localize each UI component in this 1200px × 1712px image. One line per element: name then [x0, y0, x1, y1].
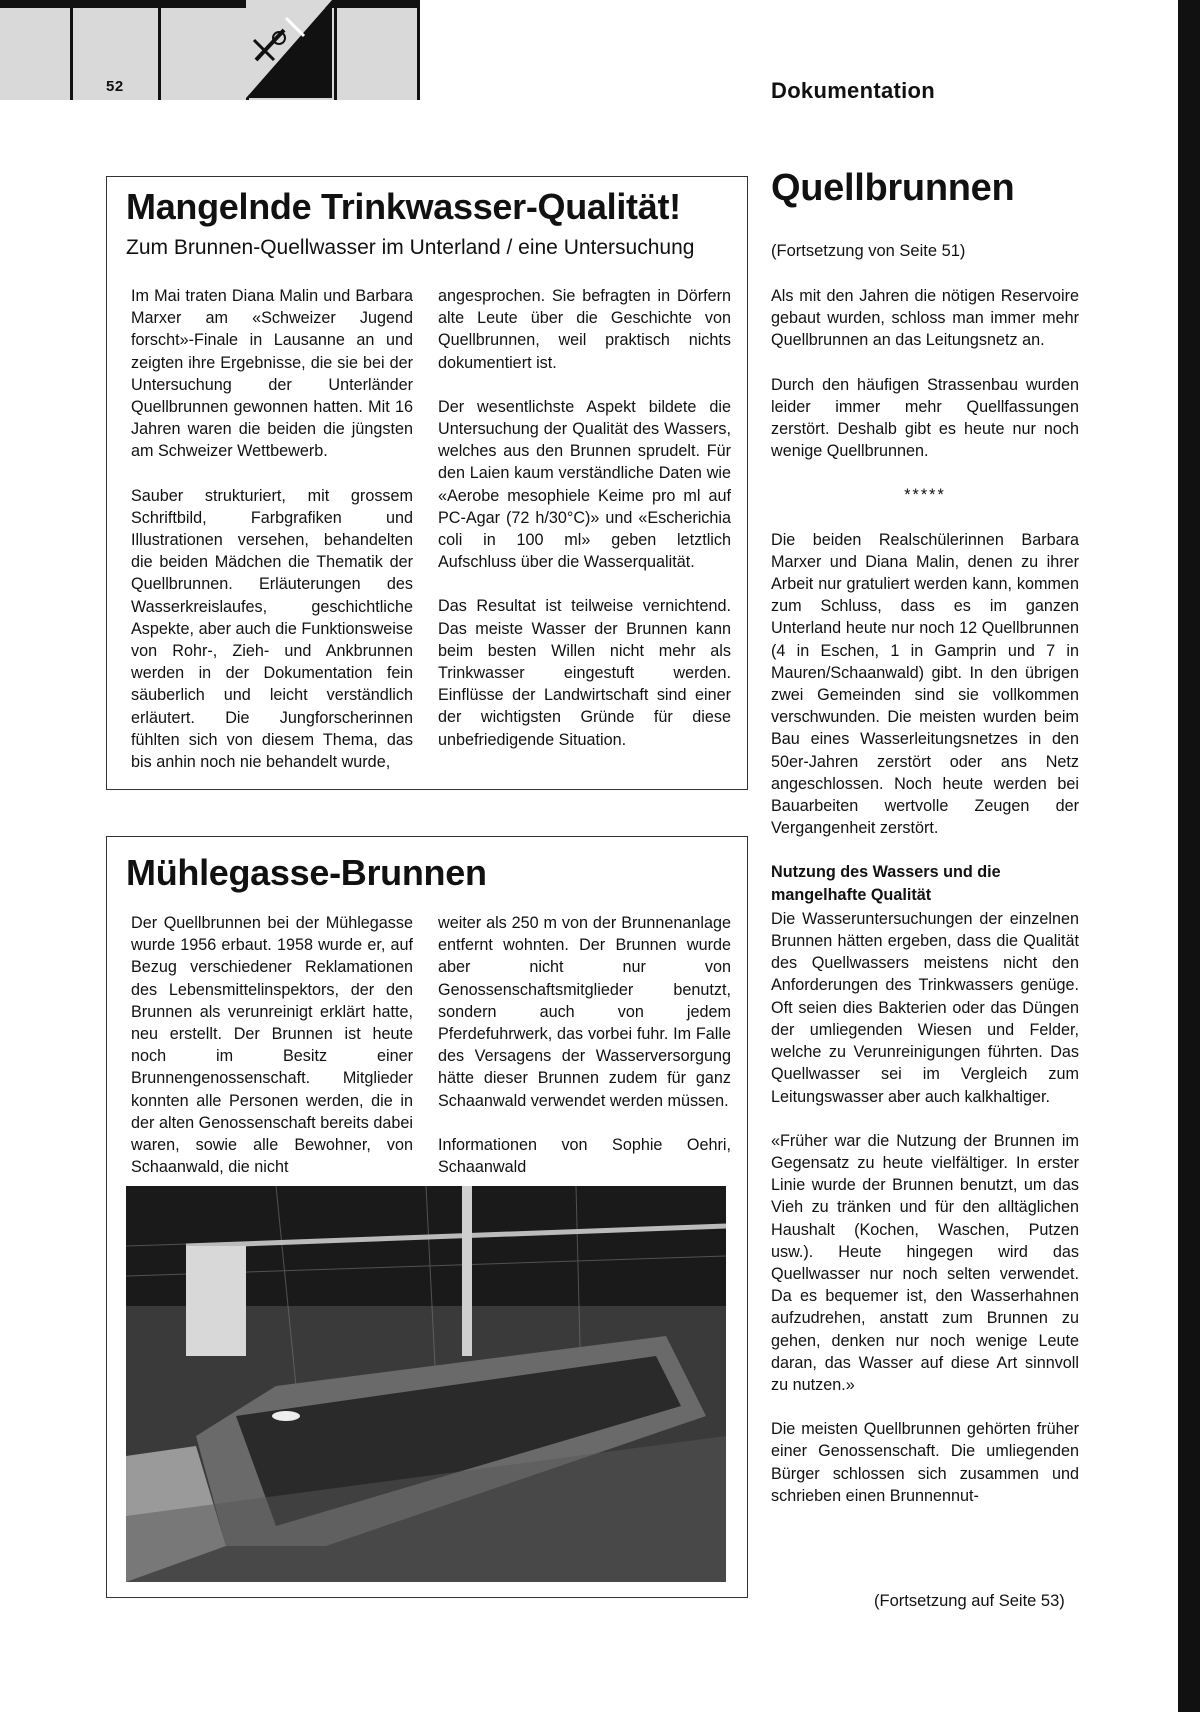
paragraph: angesprochen. Sie befragten in Dörfern alte Leute über die Geschichte von Quellbrunnen, weil praktisch nichts dokumentiert ist. — [438, 287, 731, 372]
paragraph: weiter als 250 m von der Brunnenanlage entfernt wohnten. Der Brunnen wurde aber nicht nur von Genossenschaftsmitglieder benutzt, sondern auch von jedem Pferdefuhrwerk, das vorbei fuhr. Im Falle des Versagens der Wasserversorgung hätte dieser Brunnen zudem für ganz Schaanwald verwendet werden müssen. — [438, 914, 731, 1110]
article-column-1 — [131, 285, 413, 773]
header-band — [0, 0, 420, 100]
paragraph: Der wesentlichste Aspekt bildete die Untersuchung der Qualität des Wassers, welches aus den Brunnen sprudelt. Für den Laien kaum verständliche Daten wie «Aerobe mesophiele Keime pro ml auf PC-Agar (72 h/30°C)» und «Escherichia coli in 100 ml» geben letztlich Aufschluss über die Wasserqualität. — [438, 397, 731, 572]
article-column-1 — [131, 912, 413, 1178]
header-divider — [417, 0, 420, 100]
section-label: Dokumentation — [771, 78, 936, 103]
paragraph: Die Wasseruntersuchungen der einzelnen Brunnen hätten ergeben, dass die Qualität des Quellwassers meistens nicht den Anforderungen des Trinkwassers genüge. Oft seien dies Bakterien oder das Düngen der umliegenden Wiesen und Felder, welche zu Verunreinigungen führten. Das Quellwasser sei im Vergleich zum Leitungswasser aber auch kalkhaltiger. — [771, 909, 1079, 1106]
article-column-2 — [438, 912, 731, 1178]
header-rule — [0, 0, 420, 8]
continued-to-note: (Fortsetzung auf Seite 53) — [874, 1592, 1065, 1610]
section-separator: ***** — [904, 486, 946, 505]
byline: Informationen von Sophie Oehri, Schaanwald — [438, 1135, 731, 1177]
article-subtitle: Zum Brunnen-Quellwasser im Unterland / eine Untersuchung — [126, 236, 695, 259]
tools-logo-icon — [246, 0, 332, 98]
fountain-trough-photo — [126, 1186, 726, 1582]
continued-from-note: (Fortsetzung von Seite 51) — [771, 242, 966, 260]
paragraph: Durch den häufigen Strassenbau wurden leider immer mehr Quellfassungen zerstört. Deshalb gibt es heute nur noch wenige Quellbrunnen. — [771, 375, 1079, 461]
paragraph: Die meisten Quellbrunnen gehörten früher einer Genossenschaft. Die umliegenden Bürger schlossen sich zusammen und schrieben einen Brunnennut- — [771, 1420, 1079, 1505]
page-number: 52 — [106, 78, 124, 95]
subheading: Nutzung des Wassers und die mangelhafte Qualität — [771, 863, 1001, 904]
article-title: Mühlegasse-Brunnen — [126, 852, 487, 893]
article-column-right — [771, 285, 1079, 1507]
paragraph: Sauber strukturiert, mit grossem Schriftbild, Farbgrafiken und Illustrationen versehen, behandelten die beiden Mädchen die Thematik der Quellbrunnen. Erläuterungen des Wasserkreislaufes, geschichtliche Aspekte, aber auch die Funktionsweise von Rohr-, Zieh- und Ankbrunnen werden in der Dokumentation fein säuberlich und leicht verständlich erläutert. Die Jungforscherinnen fühlten sich von diesem Thema, das bis anhin noch nie behandelt wurde, — [131, 486, 413, 772]
paragraph: Die beiden Realschülerinnen Barbara Marxer und Diana Malin, denen zu ihrer Arbeit nur gratuliert werden kann, kommen zum Schluss, dass es im ganzen Unterland heute nur noch 12 Quellbrunnen (4 in Eschen, 1 in Gamprin und 7 in Mauren/Schaanwald) gibt. In den übrigen zwei Gemeinden sind sie vollkommen verschwunden. Die meisten wurden beim Bau eines Wasserleitungsnetzes in den 50er-Jahren zerstört oder ans Netz angeschlossen. Noch heute werden bei Bauarbeiten wertvolle Zeugen der Vergangenheit zerstört. — [771, 530, 1079, 838]
header-divider — [334, 0, 337, 100]
paragraph: Das Resultat ist teilweise vernichtend. Das meiste Wasser der Brunnen kann beim besten Willen nicht mehr als Trinkwasser eingestuft werden. Einflüsse der Landwirtschaft sind einer der wichtigsten Gründe für diese unbefriedigende Situation. — [438, 597, 731, 749]
paragraph: Als mit den Jahren die nötigen Reservoire gebaut wurden, schloss man immer mehr Quellbrunnen an das Leitungsnetz an. — [771, 287, 1079, 350]
header-divider — [70, 0, 73, 100]
article-column-2 — [438, 285, 731, 751]
paragraph: «Früher war die Nutzung der Brunnen im Gegensatz zu heute vielfältiger. In erster Linie wurde der Brunnen benutzt, um das Vieh zu tränken und für den alltäglichen Haushalt (Kochen, Waschen, Putzen usw.). Heute hingegen wird das Quellwasser nur noch selten verwendet. Da es bequemer ist, den Wasserhahnen aufzudrehen, anstatt zum Brunnen zu gehen, denken nur noch wenige Leute daran, das Wasser auf diese Art sinnvoll zu nutzen.» — [771, 1131, 1079, 1394]
header-divider — [158, 0, 161, 100]
article-title: Quellbrunnen — [771, 167, 1015, 209]
paragraph: Der Quellbrunnen bei der Mühlegasse wurde 1956 erbaut. 1958 wurde er, auf Bezug verschiedener Reklamationen des Lebensmittelinspektors, der den Brunnen als verunreinigt erklärt hatte, neu erstellt. Der Brunnen ist heute noch im Besitz einer Brunnengenossenschaft. Mitglieder konnten alle Personen werden, die in der alten Genossenschaft bereits dabei waren, sowie alle Bewohner, von Schaanwald, die nicht — [131, 914, 413, 1177]
paragraph: Im Mai traten Diana Malin und Barbara Marxer am «Schweizer Jugend forscht»-Finale in Lausanne an und zeigten ihre Ergebnisse, die sie bei der Untersuchung der Unterländer Quellbrunnen gewonnen hatten. Mit 16 Jahren waren die beiden die jüngsten am Schweizer Wettbewerb. — [131, 287, 413, 461]
article-title: Mangelnde Trinkwasser-Qualität! — [126, 186, 681, 227]
page-edge — [1178, 0, 1200, 1712]
